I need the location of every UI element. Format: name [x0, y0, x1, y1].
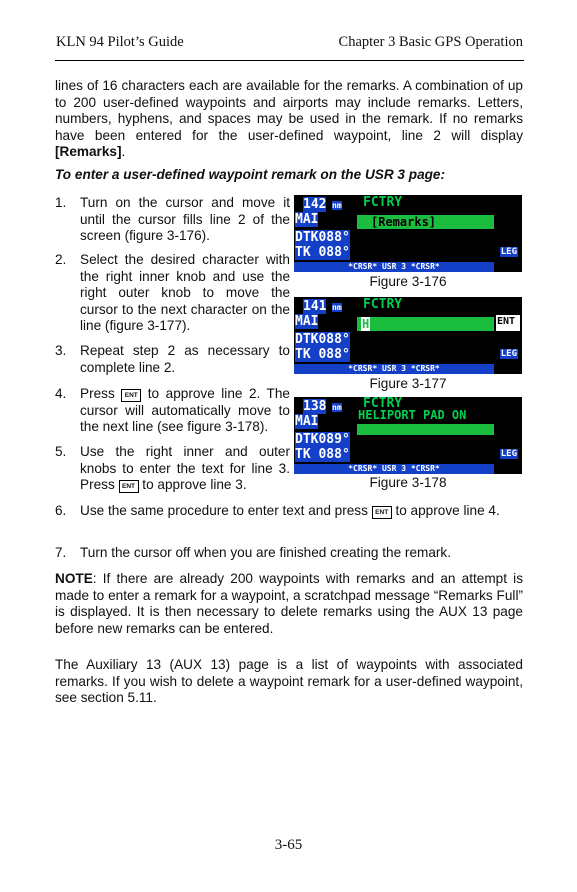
figure-caption: Figure 3-178	[369, 475, 447, 490]
line2-text: HELIPORT PAD ON	[358, 408, 467, 422]
step-number: 3.	[55, 343, 67, 358]
ent-indicator	[496, 315, 520, 331]
cursor-line-3	[357, 424, 494, 435]
tk: TK 088°	[295, 447, 350, 462]
step-number: 7.	[55, 545, 67, 560]
step-text-post: to approve line 2. The cursor will automatically move to the next line (see figure 3-178).	[80, 386, 290, 435]
ident: FCTRY	[363, 397, 403, 411]
ent-key-icon: ENT	[372, 506, 392, 519]
running-header-left: KLN 94 Pilot’s Guide	[56, 34, 184, 50]
figure-3-178-screen	[294, 397, 522, 474]
figure-3-176-screen	[294, 195, 522, 272]
step-text	[80, 386, 290, 436]
step-text: Repeat step 2 as necessary to complete line 2.	[80, 343, 290, 375]
step-text	[80, 444, 290, 494]
ent-indicator-label: ENT	[497, 316, 516, 327]
tk: TK 088°	[295, 347, 350, 362]
distance: 138	[303, 399, 327, 414]
step-text-post: to approve line 4.	[391, 503, 500, 518]
intro-period: .	[121, 144, 126, 160]
step-number: 2.	[55, 252, 67, 267]
page-number: 3-65	[274, 837, 303, 853]
line2-text: [Remarks]	[371, 215, 437, 229]
left-panel	[294, 397, 357, 464]
left-panel	[294, 297, 357, 364]
leg-label: LEG	[500, 247, 517, 257]
figure-caption: Figure 3-177	[369, 376, 447, 391]
cursor-line-2	[357, 215, 494, 229]
cursor-line-2	[357, 317, 494, 331]
step-text	[80, 503, 523, 520]
note-paragraph	[55, 571, 523, 637]
status-bar: *CRSR* USR 3 *CRSR*	[294, 364, 494, 374]
waypoint: MAI	[295, 414, 319, 429]
status-bar: *CRSR* USR 3 *CRSR*	[294, 464, 494, 474]
distance-unit: nm	[332, 403, 342, 412]
step-number: 5.	[55, 444, 67, 459]
waypoint: MAI	[295, 314, 319, 329]
dtk: DTK088°	[295, 230, 350, 245]
leg-label: LEG	[500, 449, 517, 459]
dtk: DTK089°	[295, 432, 350, 447]
step-text-post: to approve line 3.	[138, 477, 247, 493]
step-text: Turn the cursor off when you are finished creating the remark.	[80, 545, 451, 560]
step-text-pre: Press	[80, 386, 122, 401]
distance-unit: nm	[332, 201, 342, 210]
header-rule	[55, 60, 524, 61]
procedure-heading: To enter a user-defined waypoint remark on the USR 3 page:	[55, 167, 446, 182]
ident: FCTRY	[363, 195, 403, 210]
step-number: 1.	[55, 195, 67, 210]
step-text-pre: Use the right inner and outer knobs to enter the text for line 3. Press	[80, 444, 290, 493]
status-bar: *CRSR* USR 3 *CRSR*	[294, 262, 494, 272]
step-text-pre: Use the same procedure to enter text and press	[80, 503, 372, 518]
distance-unit: nm	[332, 303, 342, 312]
figure-caption: Figure 3-176	[369, 274, 447, 289]
waypoint: MAI	[295, 212, 319, 227]
ent-key-icon: ENT	[119, 480, 139, 493]
step-number: 6.	[55, 503, 67, 518]
step-text: Select the desired character with the right inner knob and use the right outer knob to move the cursor to the next character on the line (figure 3-177).	[80, 252, 290, 334]
intro-text: lines of 16 characters each are available for the remarks. A combination of up to 200 user-defined waypoints and airports may include remarks. Letters, numbers, hyphens, and spaces may be used in the remark. If no remarks have been entered for the user-defined waypoint, line 2 will display	[55, 78, 523, 143]
dtk: DTK088°	[295, 332, 350, 347]
left-panel	[294, 195, 357, 262]
distance: 141	[303, 299, 327, 314]
leg-label: LEG	[500, 349, 517, 359]
step-number: 4.	[55, 386, 67, 401]
step-text: Turn on the cursor and move it until the cursor fills line 2 of the screen (figure 3-176).	[80, 195, 290, 244]
ent-key-icon: ENT	[121, 389, 141, 402]
note-text: : If there are already 200 waypoints with remarks and an attempt is made to enter a remark for a waypoint, a scratchpad message “Remarks Full” is displayed. It is then necessary to delete remarks using the AUX 13 page before new remarks can be entered.	[55, 571, 523, 636]
note-label: NOTE	[55, 571, 93, 586]
ident: FCTRY	[363, 297, 403, 312]
running-header-right: Chapter 3 Basic GPS Operation	[338, 34, 523, 50]
cursor-character: H	[362, 317, 370, 331]
tk: TK 088°	[295, 245, 350, 260]
remarks-bold: [Remarks]	[55, 144, 122, 160]
closing-paragraph: The Auxiliary 13 (AUX 13) page is a list of waypoints with associated remarks. If you wish to delete a waypoint remark for a user-defined waypoint, see section 5.11.	[55, 657, 523, 706]
distance: 142	[303, 197, 327, 212]
intro-paragraph	[55, 78, 523, 161]
figure-3-177-screen	[294, 297, 522, 374]
